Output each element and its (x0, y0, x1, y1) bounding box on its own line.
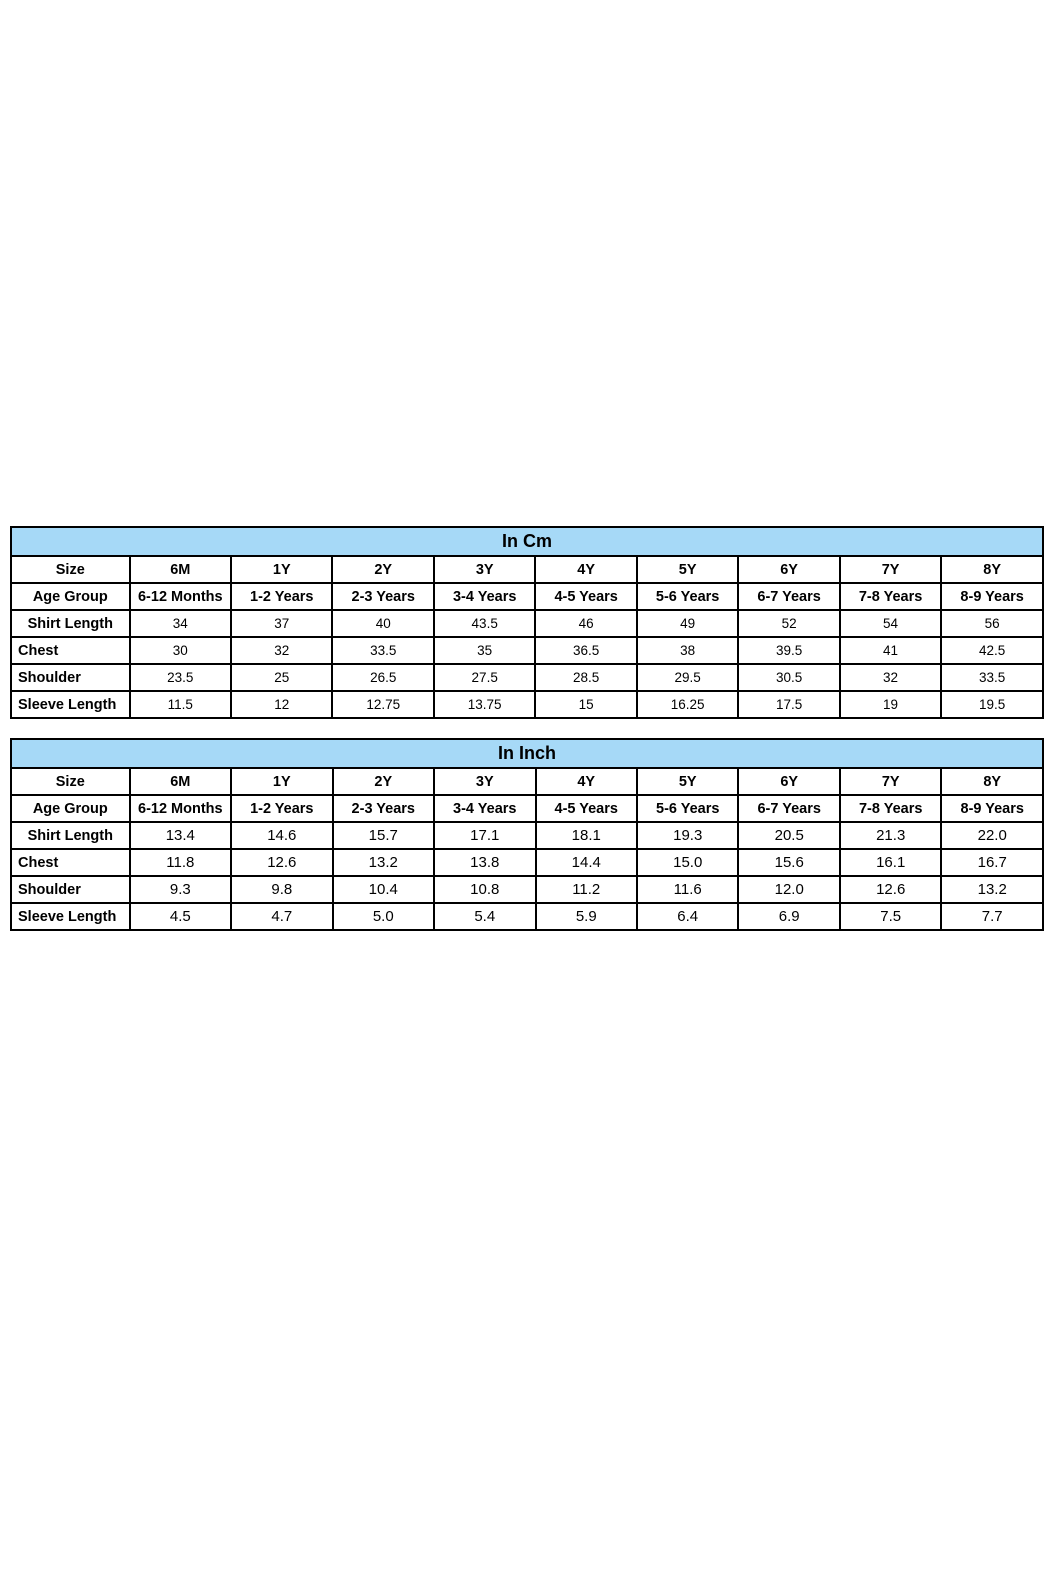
value-cell: 13.8 (434, 849, 535, 876)
value-cell: 12.6 (840, 876, 941, 903)
table-title: In Inch (11, 739, 1043, 768)
value-cell: 20.5 (738, 822, 839, 849)
age-cell: 6-12 Months (130, 583, 231, 610)
value-cell: 23.5 (130, 664, 231, 691)
value-cell: 18.1 (536, 822, 637, 849)
row-label: Age Group (11, 583, 130, 610)
size-cell: 2Y (333, 768, 434, 795)
age-cell: 7-8 Years (840, 795, 941, 822)
size-cell: 2Y (332, 556, 433, 583)
age-cell: 4-5 Years (536, 795, 637, 822)
size-cell: 8Y (941, 556, 1043, 583)
age-group-row (11, 583, 1043, 610)
row-label: Sleeve Length (11, 691, 130, 718)
value-cell: 41 (840, 637, 941, 664)
size-cell: 7Y (840, 556, 941, 583)
value-cell: 13.75 (434, 691, 535, 718)
table-row (11, 691, 1043, 718)
value-cell: 27.5 (434, 664, 535, 691)
value-cell: 39.5 (738, 637, 839, 664)
value-cell: 12.0 (738, 876, 839, 903)
value-cell: 34 (130, 610, 231, 637)
table-row (11, 876, 1043, 903)
value-cell: 54 (840, 610, 941, 637)
age-cell: 2-3 Years (333, 795, 434, 822)
value-cell: 4.7 (231, 903, 332, 930)
value-cell: 33.5 (941, 664, 1043, 691)
age-cell: 5-6 Years (637, 795, 738, 822)
row-label: Size (11, 556, 130, 583)
value-cell: 32 (231, 637, 332, 664)
value-cell: 16.1 (840, 849, 941, 876)
value-cell: 6.9 (738, 903, 839, 930)
value-cell: 30.5 (738, 664, 839, 691)
value-cell: 17.1 (434, 822, 535, 849)
table-row (11, 849, 1043, 876)
value-cell: 38 (637, 637, 738, 664)
value-cell: 5.4 (434, 903, 535, 930)
value-cell: 13.2 (941, 876, 1043, 903)
size-cell: 4Y (536, 768, 637, 795)
value-cell: 11.8 (130, 849, 231, 876)
value-cell: 22.0 (941, 822, 1043, 849)
age-cell: 6-12 Months (130, 795, 231, 822)
age-cell: 6-7 Years (738, 583, 839, 610)
value-cell: 11.6 (637, 876, 738, 903)
value-cell: 36.5 (535, 637, 636, 664)
value-cell: 10.8 (434, 876, 535, 903)
value-cell: 28.5 (535, 664, 636, 691)
value-cell: 7.7 (941, 903, 1043, 930)
age-cell: 6-7 Years (738, 795, 839, 822)
age-cell: 2-3 Years (332, 583, 433, 610)
value-cell: 33.5 (332, 637, 433, 664)
value-cell: 29.5 (637, 664, 738, 691)
row-label: Shirt Length (11, 610, 130, 637)
age-cell: 5-6 Years (637, 583, 738, 610)
age-cell: 1-2 Years (231, 795, 332, 822)
table-row (11, 822, 1043, 849)
value-cell: 21.3 (840, 822, 941, 849)
value-cell: 26.5 (332, 664, 433, 691)
value-cell: 13.4 (130, 822, 231, 849)
table-row (11, 610, 1043, 637)
size-cell: 4Y (535, 556, 636, 583)
value-cell: 16.25 (637, 691, 738, 718)
table-row (11, 903, 1043, 930)
value-cell: 13.2 (333, 849, 434, 876)
value-cell: 5.9 (536, 903, 637, 930)
size-chart-cm-table (10, 526, 1044, 719)
value-cell: 42.5 (941, 637, 1043, 664)
value-cell: 14.6 (231, 822, 332, 849)
age-cell: 3-4 Years (434, 795, 535, 822)
row-label: Shoulder (11, 664, 130, 691)
size-cell: 7Y (840, 768, 941, 795)
value-cell: 49 (637, 610, 738, 637)
value-cell: 19 (840, 691, 941, 718)
size-cell: 3Y (434, 768, 535, 795)
row-label: Chest (11, 637, 130, 664)
age-group-row (11, 795, 1043, 822)
size-row (11, 768, 1043, 795)
row-label: Age Group (11, 795, 130, 822)
value-cell: 11.2 (536, 876, 637, 903)
value-cell: 10.4 (333, 876, 434, 903)
value-cell: 56 (941, 610, 1043, 637)
table-title: In Cm (11, 527, 1043, 556)
value-cell: 40 (332, 610, 433, 637)
age-cell: 8-9 Years (941, 583, 1043, 610)
value-cell: 6.4 (637, 903, 738, 930)
age-cell: 4-5 Years (535, 583, 636, 610)
value-cell: 12.6 (231, 849, 332, 876)
value-cell: 52 (738, 610, 839, 637)
value-cell: 19.3 (637, 822, 738, 849)
size-cell: 6Y (738, 556, 839, 583)
value-cell: 32 (840, 664, 941, 691)
size-cell: 5Y (637, 768, 738, 795)
value-cell: 9.3 (130, 876, 231, 903)
size-cell: 5Y (637, 556, 738, 583)
age-cell: 1-2 Years (231, 583, 332, 610)
value-cell: 19.5 (941, 691, 1043, 718)
value-cell: 35 (434, 637, 535, 664)
size-cell: 6M (130, 768, 231, 795)
table-row (11, 664, 1043, 691)
size-row (11, 556, 1043, 583)
size-cell: 3Y (434, 556, 535, 583)
value-cell: 9.8 (231, 876, 332, 903)
size-cell: 1Y (231, 556, 332, 583)
value-cell: 5.0 (333, 903, 434, 930)
age-cell: 3-4 Years (434, 583, 535, 610)
value-cell: 15.7 (333, 822, 434, 849)
value-cell: 25 (231, 664, 332, 691)
value-cell: 12 (231, 691, 332, 718)
row-label: Chest (11, 849, 130, 876)
size-cell: 6M (130, 556, 231, 583)
row-label: Shirt Length (11, 822, 130, 849)
row-label: Size (11, 768, 130, 795)
value-cell: 30 (130, 637, 231, 664)
value-cell: 37 (231, 610, 332, 637)
value-cell: 11.5 (130, 691, 231, 718)
value-cell: 14.4 (536, 849, 637, 876)
value-cell: 15.6 (738, 849, 839, 876)
row-label: Sleeve Length (11, 903, 130, 930)
value-cell: 43.5 (434, 610, 535, 637)
value-cell: 17.5 (738, 691, 839, 718)
value-cell: 15 (535, 691, 636, 718)
row-label: Shoulder (11, 876, 130, 903)
value-cell: 12.75 (332, 691, 433, 718)
value-cell: 16.7 (941, 849, 1043, 876)
value-cell: 7.5 (840, 903, 941, 930)
value-cell: 4.5 (130, 903, 231, 930)
size-cell: 6Y (738, 768, 839, 795)
table-row (11, 637, 1043, 664)
size-chart-inch-table (10, 738, 1044, 931)
size-cell: 1Y (231, 768, 332, 795)
value-cell: 15.0 (637, 849, 738, 876)
age-cell: 8-9 Years (941, 795, 1043, 822)
size-cell: 8Y (941, 768, 1043, 795)
value-cell: 46 (535, 610, 636, 637)
age-cell: 7-8 Years (840, 583, 941, 610)
